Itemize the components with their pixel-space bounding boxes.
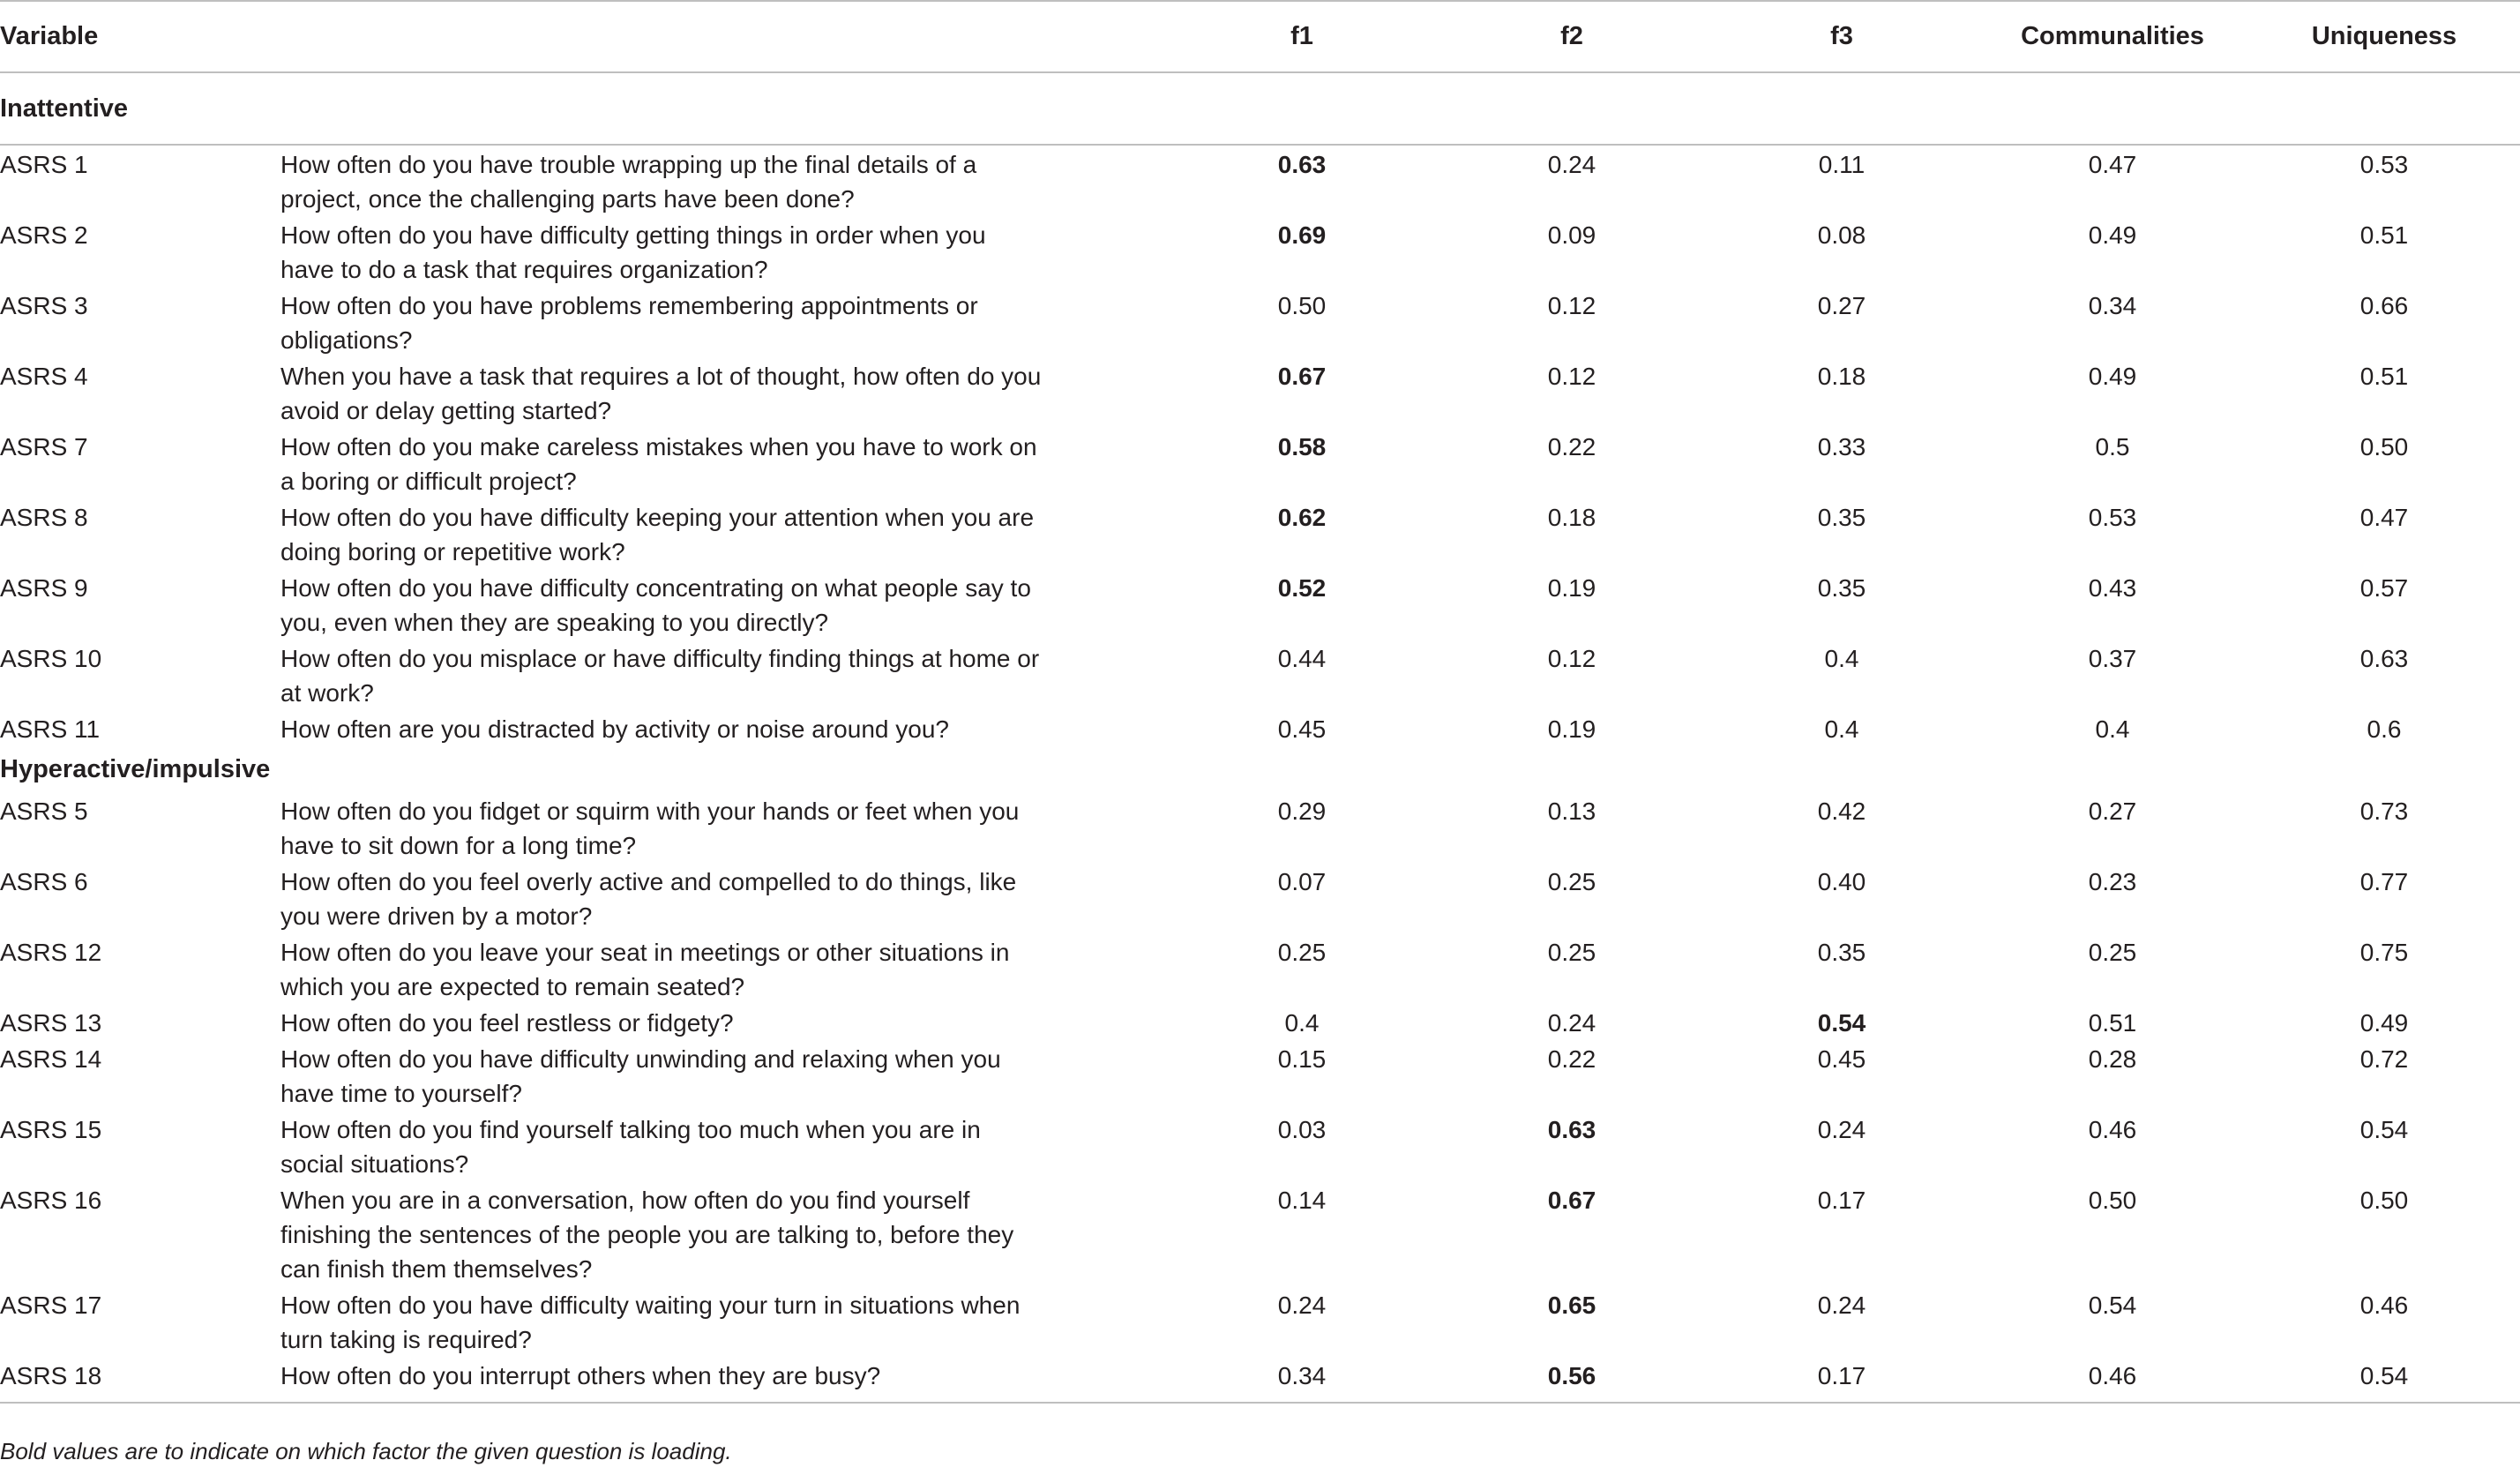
question-cell: How often do you find yourself talking too much when you are in social situations? bbox=[280, 1116, 981, 1178]
f3-cell: 0.24 bbox=[1817, 1292, 1866, 1319]
f1-cell: 0.63 bbox=[1277, 151, 1327, 178]
comm-cell: 0.37 bbox=[2088, 645, 2137, 672]
f2-cell: 0.09 bbox=[1547, 221, 1596, 249]
f3-cell: 0.11 bbox=[1818, 151, 1866, 178]
f2-cell: 0.19 bbox=[1547, 574, 1596, 602]
table-row bbox=[0, 863, 2520, 933]
f1-cell: 0.03 bbox=[1277, 1116, 1327, 1143]
table-body bbox=[0, 72, 2520, 1403]
uniq-cell: 0.75 bbox=[2359, 939, 2409, 966]
f2-cell: 0.25 bbox=[1547, 939, 1596, 966]
f3-cell: 0.18 bbox=[1817, 363, 1866, 390]
uniq-cell: 0.53 bbox=[2359, 151, 2409, 178]
f2-cell: 0.25 bbox=[1547, 868, 1596, 895]
uniq-cell: 0.54 bbox=[2359, 1116, 2409, 1143]
question-cell: How often are you distracted by activity or noise around you? bbox=[280, 715, 949, 743]
f2-cell: 0.18 bbox=[1547, 504, 1596, 531]
f3-cell: 0.17 bbox=[1817, 1187, 1866, 1214]
f1-cell: 0.34 bbox=[1167, 1357, 1437, 1403]
uniq-cell: 0.46 bbox=[2359, 1292, 2409, 1319]
question-cell: How often do you have difficulty concentrating on what people say to you, even when they are speaking to you directly? bbox=[280, 574, 1031, 636]
uniq-cell: 0.51 bbox=[2359, 221, 2409, 249]
table-row bbox=[0, 792, 2520, 863]
question-cell: How often do you have difficulty unwinding and relaxing when you have time to yourself? bbox=[280, 1045, 1001, 1107]
uniq-cell: 0.6 bbox=[2367, 715, 2402, 743]
table-row bbox=[0, 216, 2520, 287]
table-row bbox=[0, 933, 2520, 1004]
section-title: Inattentive bbox=[0, 72, 2520, 145]
column-header-f3: f3 bbox=[1707, 1, 1977, 72]
comm-cell: 0.49 bbox=[2088, 363, 2137, 390]
comm-cell: 0.46 bbox=[1977, 1357, 2248, 1403]
comm-cell: 0.46 bbox=[2088, 1116, 2137, 1143]
question-cell: When you have a task that requires a lot of thought, how often do you avoid or delay getting started? bbox=[280, 363, 1042, 424]
f2-cell: 0.12 bbox=[1547, 363, 1596, 390]
comm-cell: 0.25 bbox=[2088, 939, 2137, 966]
variable-cell: ASRS 7 bbox=[0, 433, 88, 460]
f3-cell: 0.33 bbox=[1817, 433, 1866, 460]
comm-cell: 0.54 bbox=[2088, 1292, 2137, 1319]
f3-cell: 0.35 bbox=[1817, 939, 1866, 966]
section-title: Hyperactive/impulsive bbox=[0, 754, 271, 783]
table-row bbox=[0, 710, 2520, 746]
f1-cell: 0.45 bbox=[1277, 715, 1327, 743]
f3-cell: 0.4 bbox=[1824, 715, 1859, 743]
table-row bbox=[0, 287, 2520, 357]
f2-cell: 0.12 bbox=[1547, 292, 1596, 319]
f2-cell: 0.22 bbox=[1547, 433, 1596, 460]
section-header-row bbox=[0, 746, 2520, 792]
question-cell: How often do you leave your seat in meetings or other situations in which you are expected to remain seated? bbox=[280, 939, 1010, 1000]
comm-cell: 0.5 bbox=[2095, 433, 2130, 460]
f3-cell: 0.54 bbox=[1817, 1009, 1866, 1037]
table-row bbox=[0, 1111, 2520, 1181]
column-header-f2: f2 bbox=[1437, 1, 1707, 72]
f3-cell: 0.27 bbox=[1817, 292, 1866, 319]
column-header-question bbox=[280, 1, 1167, 72]
question-cell: When you are in a conversation, how often do you find yourself finishing the sentences of the people you are talking to, before they can finish them themselves? bbox=[280, 1187, 1014, 1283]
question-cell: How often do you have difficulty waiting your turn in situations when turn taking is required? bbox=[280, 1292, 1021, 1353]
f1-cell: 0.44 bbox=[1277, 645, 1327, 672]
table-row bbox=[0, 1181, 2520, 1286]
comm-cell: 0.51 bbox=[2088, 1009, 2137, 1037]
question-cell: How often do you feel overly active and compelled to do things, like you were driven by a motor? bbox=[280, 868, 1017, 930]
comm-cell: 0.27 bbox=[2088, 797, 2137, 825]
variable-cell: ASRS 15 bbox=[0, 1116, 102, 1143]
uniq-cell: 0.47 bbox=[2359, 504, 2409, 531]
section-header-row bbox=[0, 72, 2520, 145]
f3-cell: 0.35 bbox=[1817, 504, 1866, 531]
table-row bbox=[0, 569, 2520, 640]
f2-cell: 0.12 bbox=[1547, 645, 1596, 672]
f3-cell: 0.08 bbox=[1817, 221, 1866, 249]
f1-cell: 0.14 bbox=[1277, 1187, 1327, 1214]
variable-cell: ASRS 2 bbox=[0, 221, 88, 249]
f2-cell: 0.22 bbox=[1547, 1045, 1596, 1073]
f1-cell: 0.24 bbox=[1277, 1292, 1327, 1319]
table-row bbox=[0, 1357, 2520, 1403]
comm-cell: 0.34 bbox=[2088, 292, 2137, 319]
question-cell: How often do you have problems remembering appointments or obligations? bbox=[280, 292, 978, 354]
variable-cell: ASRS 4 bbox=[0, 363, 88, 390]
table-row bbox=[0, 145, 2520, 216]
f1-cell: 0.67 bbox=[1277, 363, 1327, 390]
uniq-cell: 0.51 bbox=[2359, 363, 2409, 390]
f3-cell: 0.42 bbox=[1817, 797, 1866, 825]
f1-cell: 0.69 bbox=[1277, 221, 1327, 249]
comm-cell: 0.47 bbox=[2088, 151, 2137, 178]
column-header-f1: f1 bbox=[1167, 1, 1437, 72]
comm-cell: 0.53 bbox=[2088, 504, 2137, 531]
variable-cell: ASRS 11 bbox=[0, 715, 101, 743]
table-row bbox=[0, 1004, 2520, 1040]
uniq-cell: 0.77 bbox=[2359, 868, 2409, 895]
f1-cell: 0.15 bbox=[1277, 1045, 1327, 1073]
question-cell: How often do you have difficulty keeping your attention when you are doing boring or repetitive work? bbox=[280, 504, 1035, 565]
uniq-cell: 0.54 bbox=[2248, 1357, 2520, 1403]
variable-cell: ASRS 5 bbox=[0, 797, 88, 825]
table-row bbox=[0, 357, 2520, 428]
f2-cell: 0.67 bbox=[1547, 1187, 1596, 1214]
variable-cell: ASRS 12 bbox=[0, 939, 102, 966]
variable-cell: ASRS 10 bbox=[0, 645, 102, 672]
table-row bbox=[0, 1040, 2520, 1111]
f1-cell: 0.50 bbox=[1277, 292, 1327, 319]
comm-cell: 0.49 bbox=[2088, 221, 2137, 249]
question-cell: How often do you interrupt others when they are busy? bbox=[280, 1357, 1167, 1403]
variable-cell: ASRS 6 bbox=[0, 868, 88, 895]
f3-cell: 0.24 bbox=[1817, 1116, 1866, 1143]
column-header-communalities: Communalities bbox=[1977, 1, 2248, 72]
table-row bbox=[0, 428, 2520, 498]
f3-cell: 0.17 bbox=[1707, 1357, 1977, 1403]
variable-cell: ASRS 1 bbox=[0, 151, 88, 178]
table-footnote: Bold values are to indicate on which factor the given question is loading. bbox=[0, 1438, 732, 1464]
table-row bbox=[0, 1286, 2520, 1357]
question-cell: How often do you misplace or have difficulty finding things at home or at work? bbox=[280, 645, 1040, 707]
f1-cell: 0.25 bbox=[1277, 939, 1327, 966]
f2-cell: 0.19 bbox=[1547, 715, 1596, 743]
question-cell: How often do you fidget or squirm with your hands or feet when you have to sit down for a long time? bbox=[280, 797, 1020, 859]
header-row bbox=[0, 1, 2520, 72]
question-cell: How often do you feel restless or fidgety? bbox=[280, 1009, 734, 1037]
column-header-uniqueness: Uniqueness bbox=[2248, 1, 2520, 72]
question-cell: How often do you make careless mistakes when you have to work on a boring or difficult project? bbox=[280, 433, 1037, 495]
uniq-cell: 0.73 bbox=[2359, 797, 2409, 825]
question-cell: How often do you have difficulty getting things in order when you have to do a task that requires organization? bbox=[280, 221, 986, 283]
column-header-variable: Variable bbox=[0, 1, 280, 72]
variable-cell: ASRS 16 bbox=[0, 1187, 102, 1214]
uniq-cell: 0.50 bbox=[2359, 433, 2409, 460]
uniq-cell: 0.57 bbox=[2359, 574, 2409, 602]
comm-cell: 0.43 bbox=[2088, 574, 2137, 602]
variable-cell: ASRS 13 bbox=[0, 1009, 102, 1037]
variable-cell: ASRS 8 bbox=[0, 504, 88, 531]
f3-cell: 0.4 bbox=[1824, 645, 1859, 672]
comm-cell: 0.4 bbox=[2095, 715, 2130, 743]
f2-cell: 0.24 bbox=[1547, 151, 1596, 178]
f1-cell: 0.58 bbox=[1277, 433, 1327, 460]
f2-cell: 0.13 bbox=[1547, 797, 1596, 825]
f1-cell: 0.62 bbox=[1277, 504, 1327, 531]
f2-cell: 0.56 bbox=[1437, 1357, 1707, 1403]
uniq-cell: 0.49 bbox=[2359, 1009, 2409, 1037]
variable-cell: ASRS 14 bbox=[0, 1045, 102, 1073]
f3-cell: 0.35 bbox=[1817, 574, 1866, 602]
uniq-cell: 0.72 bbox=[2359, 1045, 2409, 1073]
uniq-cell: 0.50 bbox=[2359, 1187, 2409, 1214]
f2-cell: 0.24 bbox=[1547, 1009, 1596, 1037]
variable-cell: ASRS 9 bbox=[0, 574, 88, 602]
variable-cell: ASRS 17 bbox=[0, 1292, 102, 1319]
question-cell: How often do you have trouble wrapping up the final details of a project, once the challenging parts have been done? bbox=[280, 151, 977, 213]
comm-cell: 0.50 bbox=[2088, 1187, 2137, 1214]
table-row bbox=[0, 498, 2520, 569]
f2-cell: 0.65 bbox=[1547, 1292, 1596, 1319]
table-row bbox=[0, 640, 2520, 710]
uniq-cell: 0.66 bbox=[2359, 292, 2409, 319]
comm-cell: 0.28 bbox=[2088, 1045, 2137, 1073]
f3-cell: 0.40 bbox=[1817, 868, 1866, 895]
variable-cell: ASRS 3 bbox=[0, 292, 88, 319]
f1-cell: 0.07 bbox=[1277, 868, 1327, 895]
f3-cell: 0.45 bbox=[1817, 1045, 1866, 1073]
uniq-cell: 0.63 bbox=[2359, 645, 2409, 672]
variable-cell: ASRS 18 bbox=[0, 1357, 280, 1403]
comm-cell: 0.23 bbox=[2088, 868, 2137, 895]
f1-cell: 0.29 bbox=[1277, 797, 1327, 825]
f1-cell: 0.4 bbox=[1284, 1009, 1320, 1037]
f2-cell: 0.63 bbox=[1547, 1116, 1596, 1143]
f1-cell: 0.52 bbox=[1277, 574, 1327, 602]
